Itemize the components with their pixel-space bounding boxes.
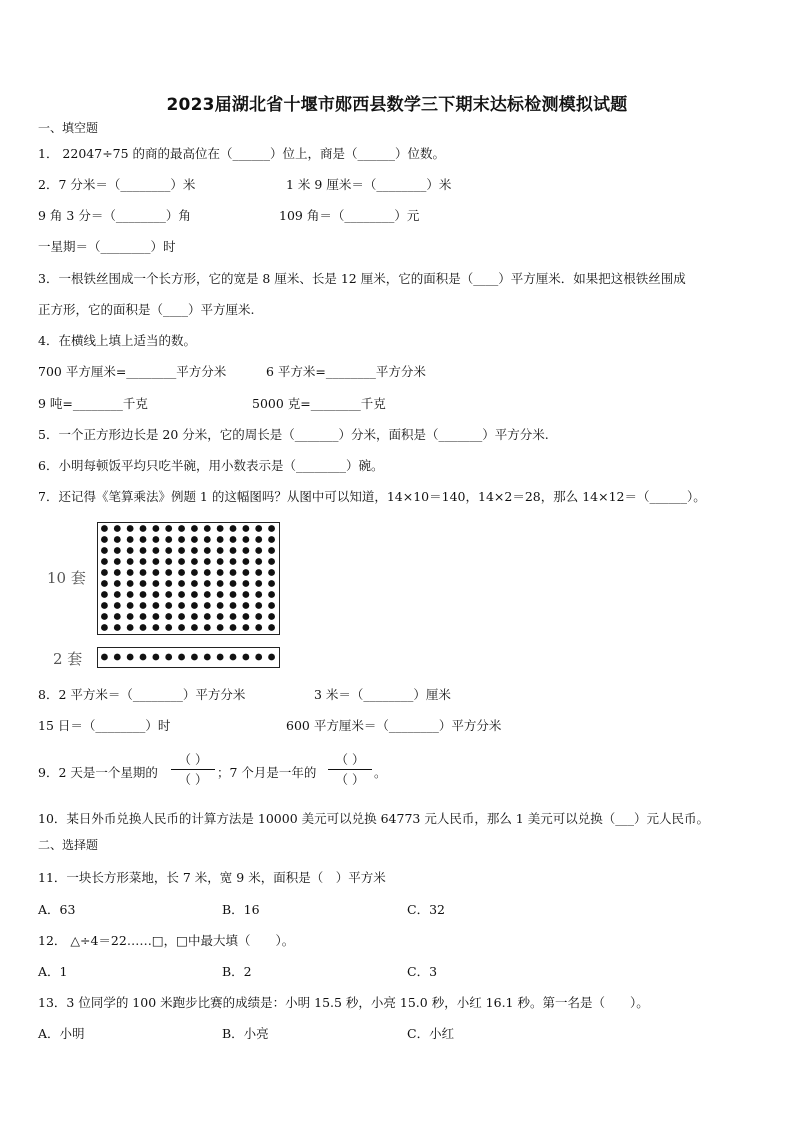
grid10-dot (152, 591, 159, 598)
question-9-part2: ；7 个月是一年的 (217, 765, 317, 780)
grid10-dot (268, 580, 275, 587)
question-2d: 109 角＝（________）元 (279, 208, 420, 223)
grid10-dot (127, 536, 134, 543)
grid10-dot (152, 613, 159, 620)
grid10-dot (178, 525, 185, 532)
grid10-dot (191, 580, 198, 587)
grid10-dot (255, 569, 262, 576)
question-2c: 9 角 3 分＝（________）角 (38, 208, 191, 223)
grid2-dot (268, 654, 275, 661)
grid10-dot (230, 591, 237, 598)
grid10-dot (204, 613, 211, 620)
question-8c: 15 日＝（________）时 (38, 718, 171, 733)
question-9-part1: 9．2 天是一个星期的 (38, 765, 158, 780)
grid10-dot (165, 580, 172, 587)
grid10-dot (165, 525, 172, 532)
grid10-dot (127, 580, 134, 587)
grid10-dot (191, 558, 198, 565)
figure-label-2: 2 套 (53, 650, 83, 668)
grid10-dot (178, 536, 185, 543)
grid10-dot (204, 525, 211, 532)
question-4b: 6 平方米=________平方分米 (266, 364, 426, 379)
grid10-dot (101, 547, 108, 554)
grid10-dot (255, 525, 262, 532)
grid10-dot (230, 624, 237, 631)
question-12: 12． △÷4＝22……□，□中最大填（ ）。 (38, 933, 295, 948)
grid10-dot (165, 569, 172, 576)
grid10-dot (114, 580, 121, 587)
grid2-dot (217, 654, 224, 661)
grid10-dot (140, 525, 147, 532)
grid10-dot (242, 558, 249, 565)
grid10-dot (268, 536, 275, 543)
grid10-dot (255, 580, 262, 587)
question-4a: 700 平方厘米=________平方分米 (38, 364, 227, 379)
grid10-dot (165, 602, 172, 609)
grid10-dot (242, 591, 249, 598)
grid10-dot (101, 624, 108, 631)
grid10-dot (114, 547, 121, 554)
question-3-line2: 正方形，它的面积是（____）平方厘米. (38, 302, 255, 317)
grid10-dot (165, 591, 172, 598)
grid10-dot (101, 591, 108, 598)
grid10-dot (217, 525, 224, 532)
grid10-dot (255, 613, 262, 620)
grid10-dot (204, 558, 211, 565)
grid10-dot (191, 613, 198, 620)
grid10-dot (268, 569, 275, 576)
question-10: 10．某日外币兑换人民币的计算方法是 10000 美元可以兑换 64773 元人民币，那么 1 美元可以兑换（___）元人民币。 (38, 811, 709, 826)
grid2-dot (191, 654, 198, 661)
grid10-dot (255, 536, 262, 543)
grid10-dot (152, 602, 159, 609)
q11-option-c: C．32 (407, 902, 445, 917)
question-4d: 5000 克=________千克 (252, 396, 386, 411)
q12-option-c: C．3 (407, 964, 438, 979)
grid10-dot (127, 602, 134, 609)
grid10-dot (255, 624, 262, 631)
question-8b: 3 米＝（________）厘米 (314, 687, 451, 702)
grid10-dot (101, 558, 108, 565)
grid10-dot (114, 613, 121, 620)
grid10-dot (230, 525, 237, 532)
fraction-year-numerator: （ ） (335, 752, 365, 767)
grid10-dot (242, 525, 249, 532)
grid2-dot (165, 654, 172, 661)
grid10-dot (152, 624, 159, 631)
grid10-dot (165, 536, 172, 543)
grid2-dot (242, 654, 249, 661)
grid10-dot (152, 525, 159, 532)
grid2-dot (204, 654, 211, 661)
q12-option-b: B．2 (222, 964, 252, 979)
grid10-dot (255, 547, 262, 554)
question-5: 5．一个正方形边长是 20 分米，它的周长是（_______）分米，面积是（_______）平方分米. (38, 427, 549, 442)
question-7: 7．还记得《笔算乘法》例题 1 的这幅图吗？从图中可以知道，14×10＝140，14×2＝28，那么 14×12＝（______）。 (38, 489, 706, 504)
section-fill-in: 一、填空题 (38, 121, 99, 135)
grid10-dot (140, 569, 147, 576)
grid10-dot (101, 525, 108, 532)
grid10-dot (165, 613, 172, 620)
q11-option-a: A．63 (38, 902, 76, 917)
grid10-dot (230, 547, 237, 554)
q12-option-a: A．1 (38, 964, 68, 979)
grid10-dot (204, 536, 211, 543)
grid10-dot (217, 591, 224, 598)
question-6: 6．小明每顿饭平均只吃半碗，用小数表示是（________）碗。 (38, 458, 384, 473)
grid10-dot (178, 613, 185, 620)
grid10-dot (191, 525, 198, 532)
dot-grid-2-svg (98, 648, 278, 666)
grid10-dot (127, 591, 134, 598)
grid10-dot (230, 536, 237, 543)
question-4: 4．在横线上填上适当的数。 (38, 333, 196, 348)
grid2-dot (114, 654, 121, 661)
question-4c: 9 吨=________千克 (38, 396, 148, 411)
question-9-part3: 。 (374, 765, 387, 780)
grid10-dot (101, 536, 108, 543)
section-multiple-choice: 二、选择题 (38, 838, 99, 852)
grid10-dot (114, 602, 121, 609)
grid10-dot (268, 558, 275, 565)
fraction-year-bar (328, 769, 372, 770)
grid10-dot (178, 558, 185, 565)
fraction-year-denominator: （ ） (335, 772, 365, 787)
grid10-dot (242, 580, 249, 587)
grid10-dot (191, 547, 198, 554)
grid10-dot (230, 613, 237, 620)
grid10-dot (165, 547, 172, 554)
grid10-dot (242, 624, 249, 631)
grid10-dot (191, 591, 198, 598)
grid10-dot (191, 602, 198, 609)
grid10-dot (140, 624, 147, 631)
grid10-dot (204, 569, 211, 576)
grid10-dot (217, 558, 224, 565)
grid10-dot (217, 536, 224, 543)
grid10-dot (178, 580, 185, 587)
grid10-dot (268, 624, 275, 631)
grid10-dot (217, 602, 224, 609)
grid10-dot (204, 602, 211, 609)
fraction-week-denominator: （ ） (178, 772, 208, 787)
grid10-dot (217, 547, 224, 554)
grid2-dot (101, 654, 108, 661)
grid10-dot (255, 602, 262, 609)
question-8a: 8．2 平方米＝（________）平方分米 (38, 687, 246, 702)
grid10-dot (204, 624, 211, 631)
grid10-dot (268, 591, 275, 598)
grid10-dot (268, 547, 275, 554)
q13-option-b: B．小亮 (222, 1026, 269, 1041)
question-2b: 1 米 9 厘米＝（________）米 (286, 177, 452, 192)
q13-option-c: C．小红 (407, 1026, 455, 1041)
grid10-dot (191, 624, 198, 631)
question-8d: 600 平方厘米＝（________）平方分米 (286, 718, 502, 733)
grid10-dot (127, 525, 134, 532)
grid10-dot (127, 569, 134, 576)
question-13: 13．3 位同学的 100 米跑步比赛的成绩是：小明 15.5 秒，小亮 15.0 秒，小红 16.1 秒。第一名是（ ）。 (38, 995, 649, 1010)
grid10-dot (178, 547, 185, 554)
grid10-dot (114, 558, 121, 565)
grid2-dot (152, 654, 159, 661)
grid10-dot (140, 613, 147, 620)
grid10-dot (255, 558, 262, 565)
grid10-dot (165, 558, 172, 565)
grid10-dot (101, 613, 108, 620)
grid10-dot (242, 536, 249, 543)
grid10-dot (255, 591, 262, 598)
page-title: 2023届湖北省十堰市郧西县数学三下期末达标检测模拟试题 (166, 95, 628, 115)
q11-option-b: B．16 (222, 902, 260, 917)
dot-grid-10-sets (97, 522, 280, 635)
grid10-dot (217, 613, 224, 620)
grid10-dot (191, 569, 198, 576)
grid10-dot (268, 602, 275, 609)
grid10-dot (230, 569, 237, 576)
grid10-dot (114, 624, 121, 631)
figure-label-10: 10 套 (47, 569, 86, 587)
grid10-dot (140, 580, 147, 587)
grid10-dot (217, 624, 224, 631)
grid10-dot (140, 558, 147, 565)
grid10-dot (217, 569, 224, 576)
grid10-dot (152, 558, 159, 565)
grid2-dot (230, 654, 237, 661)
grid10-dot (127, 624, 134, 631)
grid10-dot (242, 569, 249, 576)
question-2a: 2．7 分米＝（________）米 (38, 177, 196, 192)
grid10-dot (127, 547, 134, 554)
dot-grid-2-sets (97, 647, 280, 668)
dot-grid-10-svg (98, 523, 278, 633)
grid10-dot (268, 525, 275, 532)
grid10-dot (114, 591, 121, 598)
grid10-dot (242, 547, 249, 554)
grid10-dot (242, 613, 249, 620)
grid10-dot (165, 624, 172, 631)
grid10-dot (191, 536, 198, 543)
grid10-dot (101, 580, 108, 587)
grid10-dot (204, 580, 211, 587)
q13-option-a: A．小明 (38, 1026, 85, 1041)
grid10-dot (178, 602, 185, 609)
fraction-year (328, 751, 372, 788)
grid2-dot (178, 654, 185, 661)
grid10-dot (140, 591, 147, 598)
grid10-dot (230, 580, 237, 587)
fraction-week (171, 751, 215, 788)
grid10-dot (140, 547, 147, 554)
grid10-dot (127, 613, 134, 620)
grid2-dot (127, 654, 134, 661)
grid10-dot (140, 602, 147, 609)
grid2-dot (255, 654, 262, 661)
grid10-dot (114, 525, 121, 532)
question-11: 11．一块长方形菜地，长 7 米，宽 9 米，面积是（ ）平方米 (38, 870, 386, 885)
grid10-dot (152, 580, 159, 587)
grid10-dot (178, 624, 185, 631)
fraction-week-numerator: （ ） (178, 752, 208, 767)
grid10-dot (114, 536, 121, 543)
question-1: 1． 22047÷75 的商的最高位在（______）位上，商是（______）位数。 (38, 146, 446, 161)
grid10-dot (152, 569, 159, 576)
grid10-dot (178, 591, 185, 598)
grid10-dot (114, 569, 121, 576)
grid10-dot (268, 613, 275, 620)
grid10-dot (140, 536, 147, 543)
question-2e: 一星期＝（________）时 (38, 239, 176, 254)
grid10-dot (127, 558, 134, 565)
grid2-dot (140, 654, 147, 661)
grid10-dot (152, 547, 159, 554)
fraction-week-bar (171, 769, 215, 770)
grid10-dot (242, 602, 249, 609)
grid10-dot (204, 547, 211, 554)
grid10-dot (101, 569, 108, 576)
grid10-dot (230, 558, 237, 565)
grid10-dot (178, 569, 185, 576)
question-3-line1: 3．一根铁丝围成一个长方形，它的宽是 8 厘米、长是 12 厘米，它的面积是（____）平方厘米．如果把这根铁丝围成 (38, 271, 686, 286)
grid10-dot (217, 580, 224, 587)
grid10-dot (152, 536, 159, 543)
grid10-dot (230, 602, 237, 609)
grid10-dot (204, 591, 211, 598)
grid10-dot (101, 602, 108, 609)
